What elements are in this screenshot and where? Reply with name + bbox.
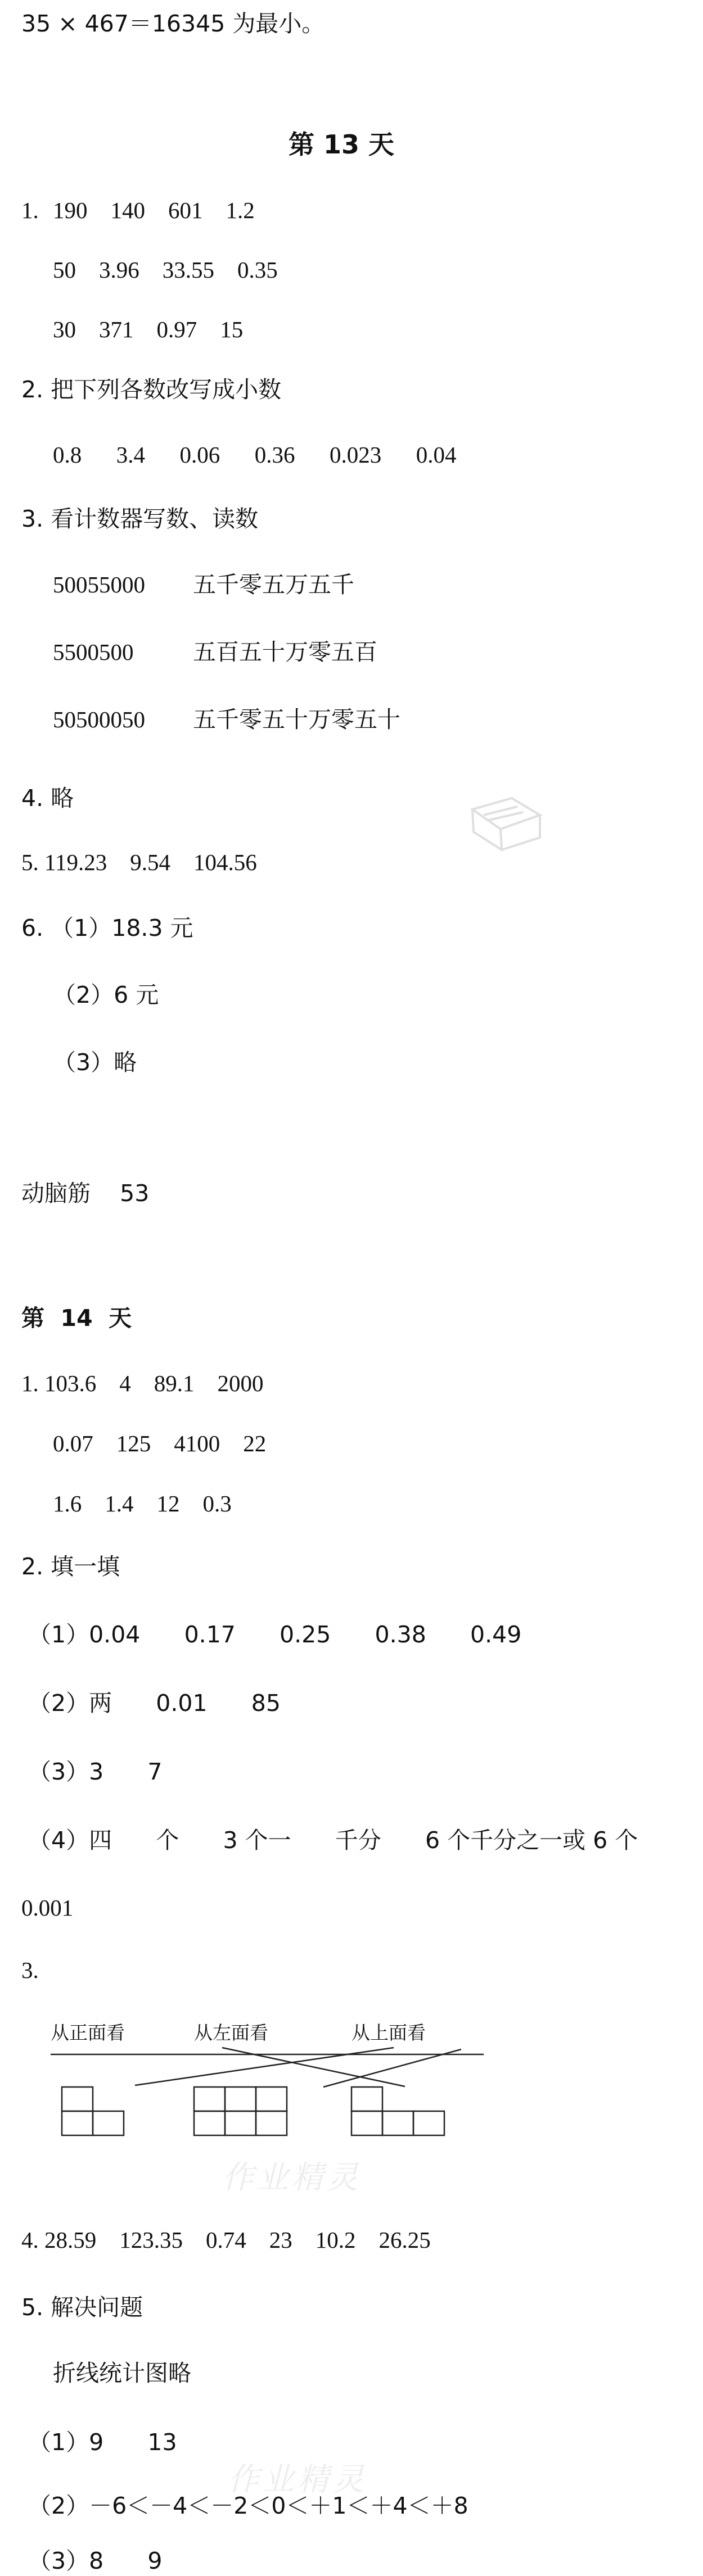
counter-number-3: 50500050 — [53, 707, 145, 732]
day14-q5-title: 5. 解决问题 — [21, 2294, 143, 2321]
day13-q5: 5. 119.23 9.54 104.56 — [21, 849, 257, 875]
day14-q5-2: （2）－6＜－4＜－2＜0＜＋1＜＋4＜＋8 — [28, 2492, 468, 2519]
counter-number-2: 5500500 — [53, 639, 134, 665]
day14-q4: 4. 28.59 123.35 0.74 23 10.2 26.25 — [21, 2227, 431, 2253]
day14-q2-4: （4）四 个 3 个一 千分 6 个千分之一或 6 个 — [28, 1827, 638, 1854]
day13-q6-2: （2）6 元 — [53, 981, 159, 1008]
day14-q2-title: 2. 填一填 — [21, 1553, 120, 1580]
day13-q1-row-3: 30 371 0.97 15 — [53, 316, 244, 342]
day13-q1-row-2: 50 3.96 33.55 0.35 — [53, 257, 278, 283]
day14-q5-3: （3）8 9 — [28, 2547, 163, 2574]
figure-front-view — [62, 2087, 124, 2135]
day14-q3-label: 3. — [21, 1957, 39, 1983]
day14-q5-1: （1）9 13 — [28, 2429, 177, 2456]
day14-q5-note: 折线统计图略 — [53, 2360, 191, 2387]
day14-q1-row-2: 0.07 125 4100 22 — [53, 1430, 267, 1456]
day14-q2-1: （1）0.04 0.17 0.25 0.38 0.49 — [28, 1621, 522, 1648]
counter-reading-3: 五千零五十万零五十 — [193, 706, 400, 733]
day13-q2-title: 2. 把下列各数改写成小数 — [21, 376, 282, 403]
svg-text:作业精灵: 作业精灵 — [228, 2461, 368, 2498]
day13-q1-row-1: 190 140 601 1.2 — [53, 197, 255, 223]
answer-line-min-product: 35 × 467＝16345 为最小。 — [21, 10, 325, 37]
watermark-glyphs-2 — [228, 2459, 374, 2498]
day13-q4: 4. 略 — [21, 785, 74, 812]
day-14-title: 第 14 天 — [21, 1305, 132, 1332]
day13-q2-values: 0.8 3.4 0.06 0.36 0.023 0.04 — [53, 442, 457, 468]
day13-q6-3: （3）略 — [53, 1049, 137, 1076]
watermark-text-2 — [200, 2420, 374, 2507]
view-label-front: 从正面看 — [51, 2022, 125, 2044]
view-label-left: 从左面看 — [194, 2022, 268, 2044]
watermark-text-1 — [194, 2118, 368, 2205]
view-label-top: 从上面看 — [352, 2022, 426, 2044]
day-13-title: 第 13 天 — [289, 129, 395, 160]
brain-teaser-answer: 动脑筋 53 — [21, 1180, 150, 1207]
day13-q1-label: 1. — [21, 197, 39, 223]
counter-number-1: 50055000 — [53, 572, 145, 597]
svg-text:作业精灵: 作业精灵 — [222, 2160, 362, 2196]
day13-q6-1: 6. （1）18.3 元 — [21, 914, 193, 941]
day13-q3-title: 3. 看计数器写数、读数 — [21, 505, 259, 532]
counter-reading-1: 五千零五万五千 — [193, 571, 354, 598]
day14-q2-2: （2）两 0.01 85 — [28, 1690, 281, 1717]
day14-q2-4-continued: 0.001 — [21, 1895, 74, 1921]
match-line-2 — [222, 2048, 405, 2086]
day14-q1-row-3: 1.6 1.4 12 0.3 — [53, 1491, 232, 1516]
day14-q2-3: （3）3 7 — [28, 1758, 163, 1785]
match-line-1 — [135, 2048, 394, 2085]
day14-q1-row-1: 1. 103.6 4 89.1 2000 — [21, 1370, 264, 1396]
watermark-glyphs-1 — [222, 2157, 368, 2197]
counter-reading-2: 五百五十万零五百 — [193, 639, 377, 665]
